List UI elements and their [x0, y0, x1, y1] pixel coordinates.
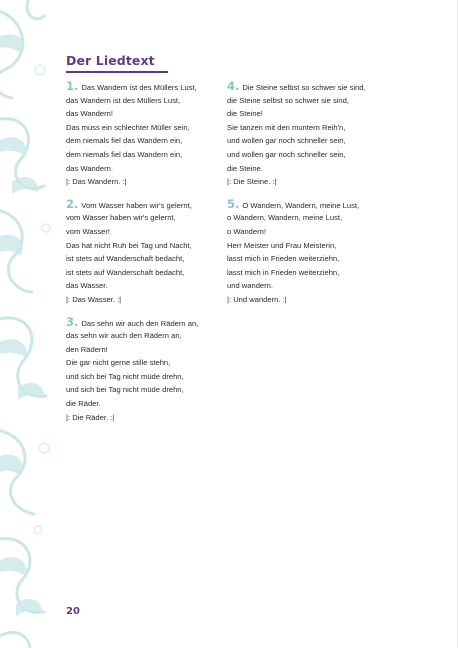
stanza-line: vom Wasser!: [66, 226, 111, 236]
stanza-line: |: Das Wandern. :|: [66, 177, 127, 187]
stanza-line: 2. Vom Wasser haben wir's gelernt,: [66, 196, 192, 211]
lyrics-column-left: [66, 80, 231, 424]
verse-number: 3.: [66, 314, 79, 329]
verse-number: 1.: [66, 79, 79, 93]
stanza-line: Das hat nicht Ruh bei Tag und Nacht,: [66, 240, 192, 250]
stanza-line: dem niemals fiel das Wandern ein,: [66, 136, 183, 146]
stanza-line: den Rädern!: [66, 344, 108, 354]
stanza-line: 1. Das Wandern ist des Müllers Lust,: [66, 79, 197, 93]
stanza-line: 4. Die Steine selbst so schwer sie sind,: [227, 79, 366, 93]
stanza-line: Die gar nicht gerne stille stehn,: [66, 358, 171, 368]
stanza-line: vom Wasser haben wir's gelernt,: [66, 213, 176, 223]
stanza-line: die Steine.: [227, 163, 263, 173]
page-number: 20: [66, 606, 80, 617]
verse-number: 4.: [227, 79, 240, 93]
stanza-line: |: Das Wasser. :|: [66, 294, 122, 304]
stanza-line: das Wandern ist des Müllers Lust,: [66, 95, 181, 105]
stanza-line: Das muss ein schlechter Müller sein,: [66, 122, 190, 132]
stanza-1: [66, 80, 231, 189]
stanza-line: und wollen gar noch schneller sein,: [227, 149, 346, 159]
page-title: Der Liedtext: [66, 53, 155, 68]
stanza-line: und wollen gar noch schneller sein,: [227, 136, 346, 146]
stanza-line: das Wandern!: [66, 109, 113, 119]
stanza-4: [227, 80, 392, 189]
stanza-line: 3. Das sehn wir auch den Rädern an,: [66, 314, 199, 329]
stanza-line: o Wandern, Wandern, meine Lust,: [227, 213, 343, 223]
stanza-2: [66, 198, 231, 307]
stanza-line: und sich bei Tag nicht müde drehn,: [66, 371, 184, 381]
stanza-line: ist stets auf Wanderschaft bedacht,: [66, 267, 185, 277]
stanza-line: die Steine selbst so schwer sie sind,: [227, 95, 349, 105]
stanza-line: |: Die Räder. :|: [66, 412, 115, 422]
verse-number: 2.: [66, 196, 79, 211]
stanza-line: lasst mich in Frieden weiterziehn,: [227, 267, 340, 277]
stanza-line: ist stets auf Wanderschaft bedacht,: [66, 254, 185, 264]
floral-flourish-ornament: [0, 0, 64, 648]
stanza-line: das Wasser.: [66, 281, 108, 291]
stanza-line: |: Und wandern. :|: [227, 294, 287, 304]
stanza-line: o Wandern!: [227, 226, 266, 236]
stanza-line: das sehn wir auch den Rädern an,: [66, 331, 182, 341]
verse-number: 5.: [227, 196, 240, 211]
lyrics-column-right: [227, 80, 392, 307]
stanza-line: dem niemals fiel das Wandern ein,: [66, 149, 183, 159]
stanza-line: und sich bei Tag nicht müde drehn,: [66, 385, 184, 395]
title-underline: [66, 71, 168, 73]
stanza-line: Herr Meister und Frau Meisterin,: [227, 240, 337, 250]
stanza-line: |: Die Steine. :|: [227, 177, 277, 187]
stanza-line: und wandern.: [227, 281, 274, 291]
stanza-3: [66, 316, 231, 425]
stanza-line: die Räder.: [66, 399, 101, 409]
stanza-line: 5. O Wandern, Wandern, meine Lust,: [227, 196, 360, 211]
stanza-line: lasst mich in Frieden weiterziehn,: [227, 254, 340, 264]
stanza-line: die Steine!: [227, 109, 263, 119]
stanza-line: das Wandern.: [66, 163, 113, 173]
stanza-line: Sie tanzen mit den muntern Reih'n,: [227, 122, 346, 132]
stanza-5: [227, 198, 392, 307]
